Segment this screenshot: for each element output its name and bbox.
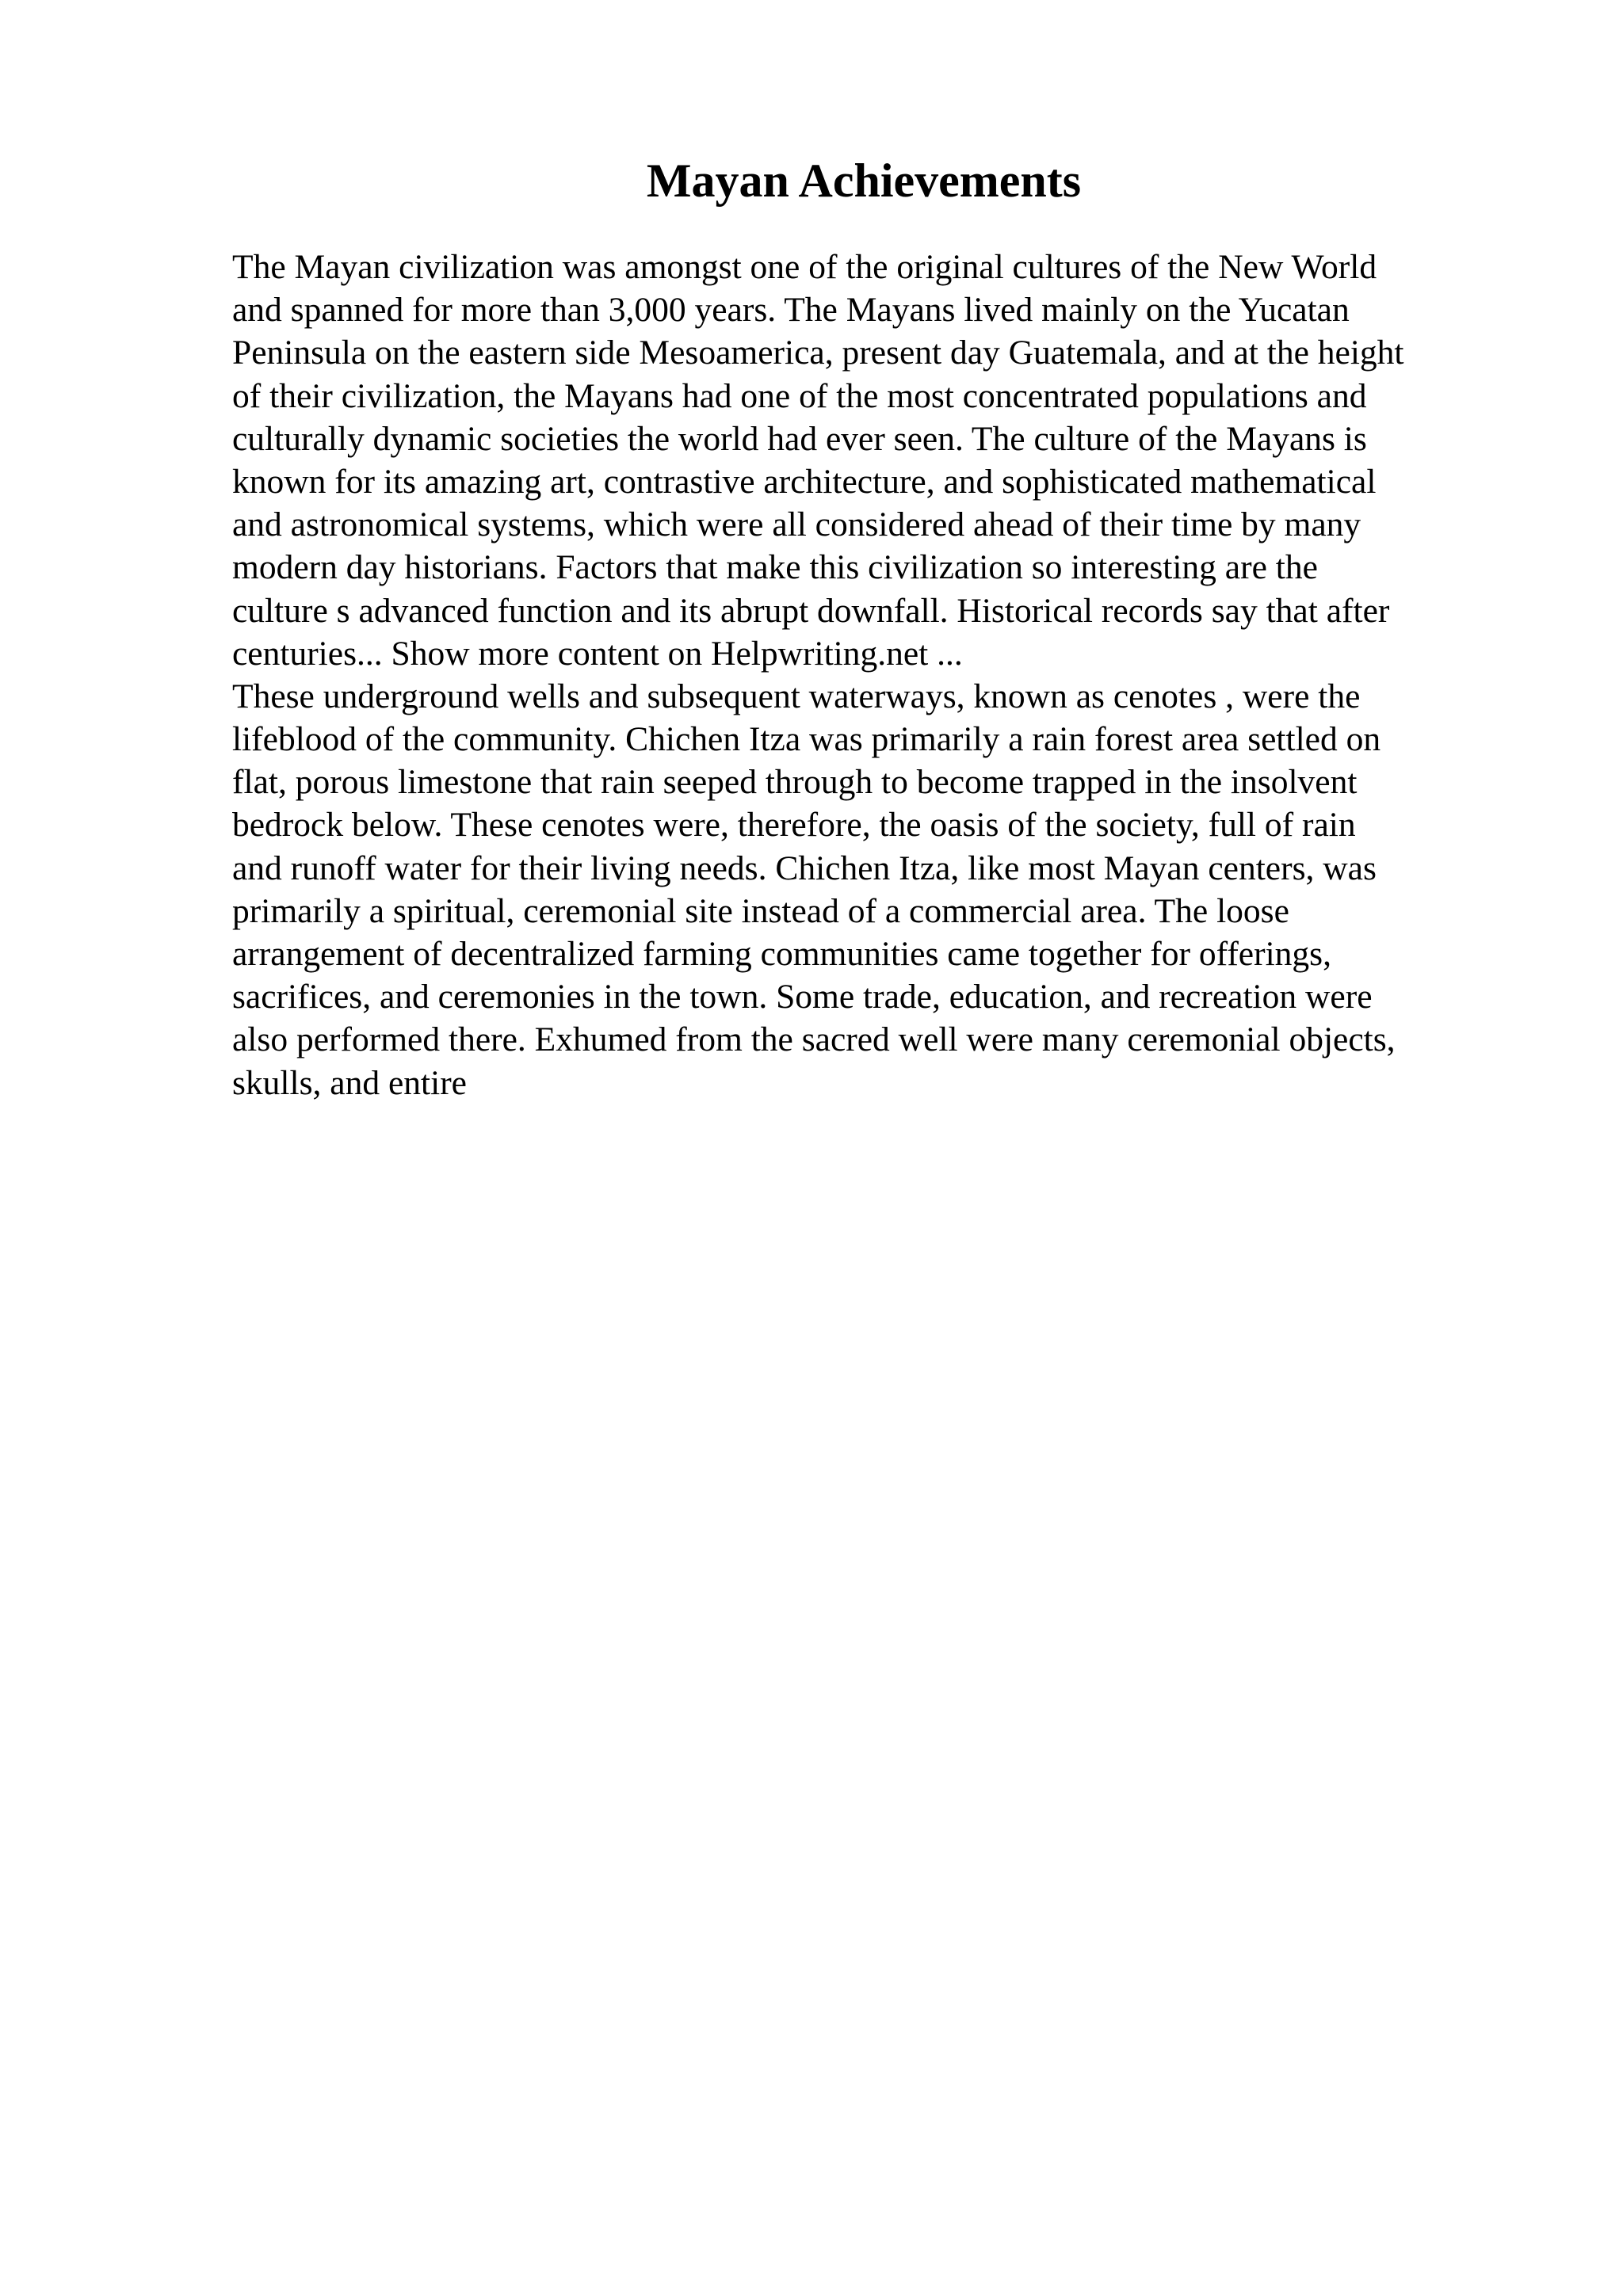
paragraph-1 — [232, 246, 1540, 675]
paragraph-line: and astronomical systems, which were all considered ahead of their time by many — [232, 505, 1361, 544]
paragraph-line: and spanned for more than 3,000 years. The Mayans lived mainly on the Yucatan — [232, 291, 1350, 330]
paragraph-line: skulls, and entire — [232, 1063, 467, 1102]
document-title: Mayan Achievements — [646, 154, 1082, 207]
paragraph-line: also performed there. Exhumed from the sacred well were many ceremonial objects, — [232, 1020, 1396, 1059]
document-body — [232, 246, 1540, 1104]
paragraph-line: culturally dynamic societies the world had ever seen. The culture of the Mayans is — [232, 419, 1367, 458]
paragraph-line: and runoff water for their living needs. Chichen Itza, like most Mayan centers, was — [232, 849, 1377, 887]
paragraph-line: The Mayan civilization was amongst one of the original cultures of the New World — [232, 248, 1377, 286]
paragraph-line: primarily a spiritual, ceremonial site instead of a commercial area. The loose — [232, 891, 1289, 930]
paragraph-2 — [232, 675, 1540, 1104]
paragraph-line: culture s advanced function and its abrupt downfall. Historical records say that after — [232, 591, 1390, 630]
paragraph-line: Peninsula on the eastern side Mesoamerica, present day Guatemala, and at the height — [232, 334, 1404, 372]
paragraph-line: of their civilization, the Mayans had one of the most concentrated populations and — [232, 376, 1367, 415]
paragraph-line: These underground wells and subsequent waterways, known as cenotes , were the — [232, 677, 1361, 715]
paragraph-line: known for its amazing art, contrastive architecture, and sophisticated mathematical — [232, 462, 1377, 501]
paragraph-line: arrangement of decentralized farming communities came together for offerings, — [232, 935, 1331, 973]
paragraph-line: sacrifices, and ceremonies in the town. Some trade, education, and recreation were — [232, 978, 1373, 1016]
paragraph-line: modern day historians. Factors that make this civilization so interesting are the — [232, 548, 1318, 587]
paragraph-line: bedrock below. These cenotes were, therefore, the oasis of the society, full of rain — [232, 806, 1356, 845]
paragraph-line: centuries... Show more content on Helpwriting.net ... — [232, 634, 963, 673]
paragraph-line: lifeblood of the community. Chichen Itza was primarily a rain forest area settled on — [232, 720, 1381, 759]
paragraph-line: flat, porous limestone that rain seeped through to become trapped in the insolvent — [232, 763, 1358, 802]
